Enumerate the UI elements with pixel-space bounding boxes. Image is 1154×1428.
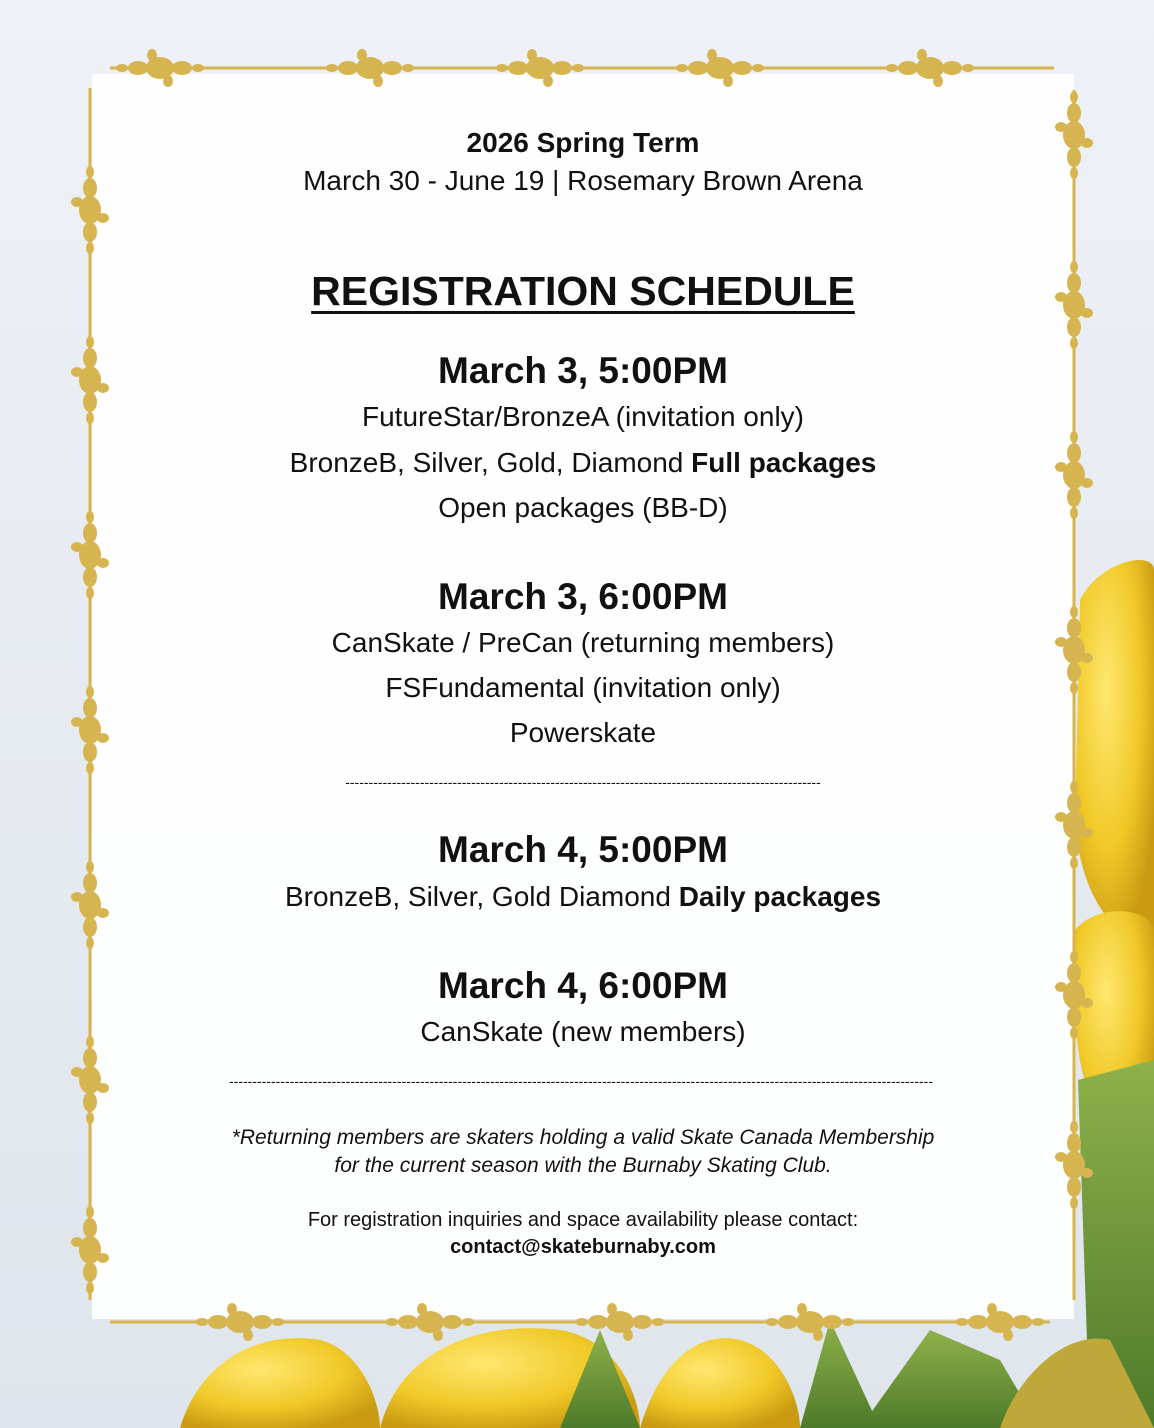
slot-line <box>92 492 1074 524</box>
contact-email-link[interactable]: contact@skateburnaby.com <box>450 1236 716 1258</box>
footnote-line-2: for the current season with the Burnaby Skating Club. <box>334 1154 832 1177</box>
slot-line-text: Powerskate <box>509 717 657 748</box>
flourish-ornament <box>496 49 584 87</box>
divider-long: ------------------------------------------------------------------------------------------------------------------------------------------------------- <box>229 1073 933 1089</box>
flourish-ornament <box>196 1303 284 1341</box>
slot-line-bold: Full packages <box>691 447 877 478</box>
flourish-ornament <box>676 49 764 87</box>
flourish-ornament <box>956 1303 1044 1341</box>
slot-line-text: FutureStar/BronzeA (invitation only) <box>362 401 804 432</box>
slot-line <box>92 447 1074 479</box>
registration-heading <box>92 268 1074 315</box>
slot-line-text: BronzeB, Silver, Gold Diamond <box>284 881 679 912</box>
slot-date: March 4, 6:00PM <box>438 965 728 1006</box>
flourish-ornament <box>386 1303 474 1341</box>
footnote-line-1: *Returning members are skaters holding a valid Skate Canada Membership <box>231 1126 935 1149</box>
slot-line-text: CanSkate / PreCan (returning members) <box>331 627 835 658</box>
slot-line <box>92 881 1074 913</box>
term-title: 2026 Spring Term <box>466 127 700 158</box>
slot-date: March 3, 6:00PM <box>438 576 728 617</box>
slot-line <box>92 627 1074 659</box>
flourish-ornament <box>766 1303 854 1341</box>
registration-heading-text: REGISTRATION SCHEDULE <box>311 268 855 314</box>
slot-line-text: FSFundamental (invitation only) <box>385 672 781 703</box>
slot-date: March 3, 5:00PM <box>438 350 728 391</box>
slot-line-text: BronzeB, Silver, Gold, Diamond <box>289 447 692 478</box>
slot-line <box>92 1016 1074 1048</box>
slot-line-text: CanSkate (new members) <box>420 1016 746 1047</box>
slot-line <box>92 672 1074 704</box>
flourish-ornament <box>576 1303 664 1341</box>
slot-date: March 4, 5:00PM <box>438 829 728 870</box>
slot-line-text: Open packages (BB-D) <box>438 492 728 523</box>
term-subtitle: March 30 - June 19 | Rosemary Brown Arena <box>303 165 863 196</box>
flourish-ornament <box>71 1036 109 1124</box>
slot-line-bold: Daily packages <box>678 881 882 912</box>
flourish-ornament <box>326 49 414 87</box>
slot-line <box>92 717 1074 749</box>
slot-line <box>92 401 1074 433</box>
flourish-ornament <box>886 49 974 87</box>
contact-text: For registration inquiries and space availability please contact: <box>307 1209 859 1231</box>
divider-short: ------------------------------------------------------------------------------------------------------ <box>345 774 821 790</box>
flourish-ornament <box>116 49 204 87</box>
